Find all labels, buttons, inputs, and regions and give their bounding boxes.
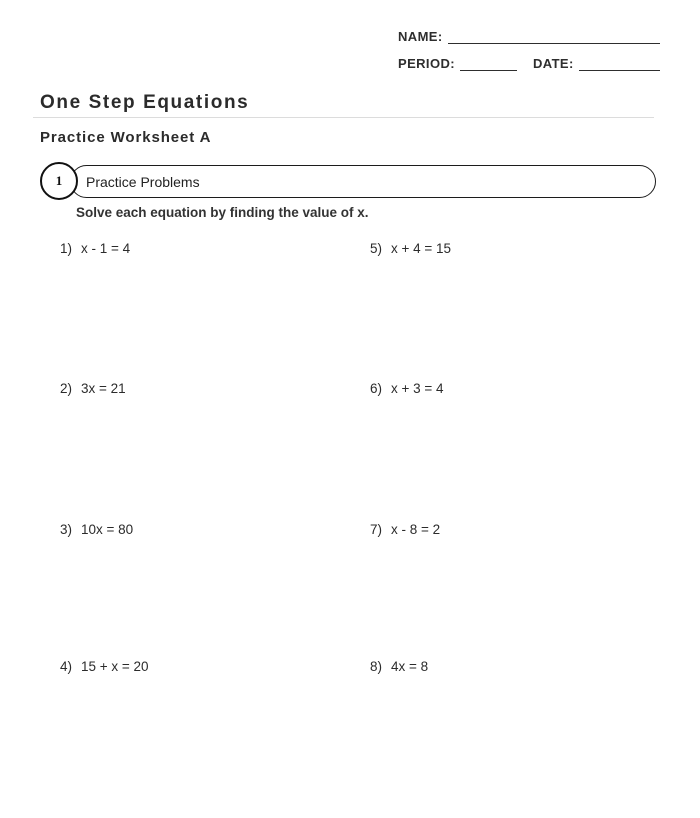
page-subtitle: Practice Worksheet A [40, 129, 212, 146]
problem-6 [370, 381, 444, 396]
problem-3-number: 3) [60, 522, 73, 537]
section-header-pill [70, 165, 656, 198]
section-instruction: Solve each equation by finding the value of x. [76, 205, 369, 220]
title-divider [33, 117, 654, 118]
date-label: DATE: [532, 56, 574, 71]
problem-4 [60, 659, 149, 674]
problem-5-equation: x + 4 = 15 [391, 241, 452, 256]
problem-7-number: 7) [370, 522, 383, 537]
problem-4-number: 4) [60, 659, 73, 674]
problem-6-number: 6) [370, 381, 383, 396]
problem-5-number: 5) [370, 241, 383, 256]
page-title: One Step Equations [40, 92, 250, 113]
problem-2-equation: 3x = 21 [81, 381, 126, 396]
header-fillin-block [398, 26, 660, 71]
problem-8 [370, 659, 428, 674]
period-fill-line [460, 56, 517, 71]
problem-8-number: 8) [370, 659, 383, 674]
period-date-row [398, 53, 660, 71]
problem-1 [60, 241, 130, 256]
problem-8-equation: 4x = 8 [391, 659, 429, 674]
problem-3-equation: 10x = 80 [81, 522, 134, 537]
problem-2 [60, 381, 126, 396]
problem-7 [370, 522, 440, 537]
problem-1-number: 1) [60, 241, 73, 256]
section-number-badge: 1 [40, 162, 78, 200]
problem-4-equation: 15 + x = 20 [81, 659, 149, 674]
name-row [398, 26, 660, 44]
problem-6-equation: x + 3 = 4 [391, 381, 444, 396]
problem-3 [60, 522, 133, 537]
date-fill-line [579, 56, 660, 71]
problem-5 [370, 241, 451, 256]
section-title: Practice Problems [86, 173, 200, 190]
period-label: PERIOD: [398, 56, 455, 71]
name-label: NAME: [398, 29, 443, 44]
problem-7-equation: x - 8 = 2 [391, 522, 441, 537]
problem-1-equation: x - 1 = 4 [81, 241, 131, 256]
name-fill-line [448, 29, 660, 44]
problem-2-number: 2) [60, 381, 73, 396]
